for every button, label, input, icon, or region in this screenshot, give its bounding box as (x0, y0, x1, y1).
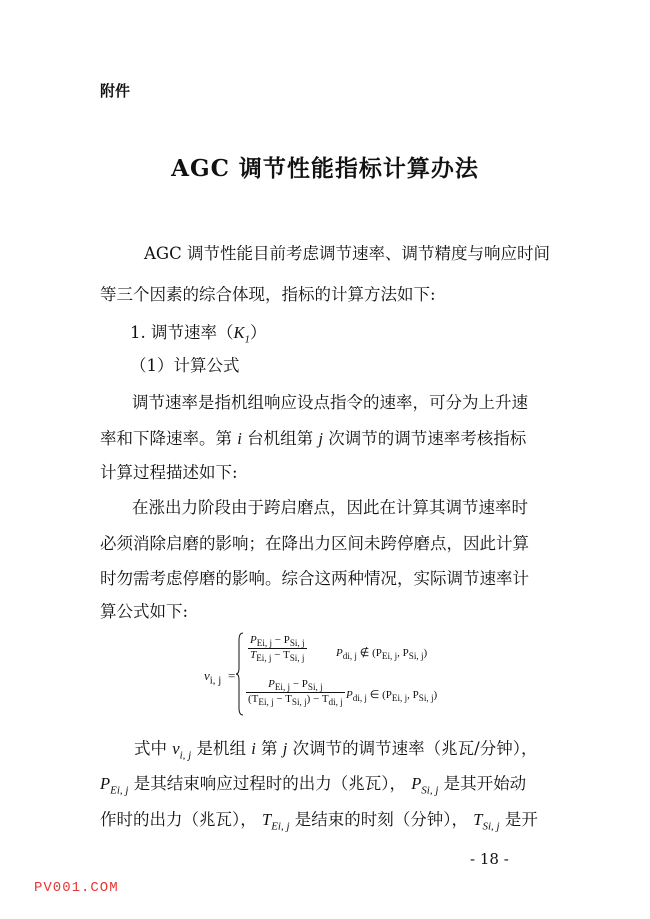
k-symbol: K (233, 323, 245, 342)
rate-formula (200, 630, 460, 722)
subsection-heading: （1）计算公式 (130, 356, 240, 375)
formula-equals: = (228, 668, 236, 683)
case1-numerator: $P_{Ei, j} - P_{Si, j}$ (250, 634, 305, 649)
paragraph-line: 式中 $v_{i, j}$ 是机组 i 第 j 次调节的调节速率（兆瓦/分钟）， (134, 739, 538, 762)
section-heading-suffix: ） (250, 323, 267, 342)
case2-denominator: $(T_{Ei, j} - T_{Si, j}) - T_{di, j}$ (248, 693, 343, 708)
formula-v: v (204, 668, 210, 683)
paragraph-line: $P_{Ei, j}$ 是其结束响应过程时的出力（兆瓦）， $P_{Si, j}$ 是其开始动 (100, 774, 527, 797)
paragraph-line: 计算过程描述如下: (100, 463, 238, 482)
left-brace (236, 632, 244, 716)
paragraph-line: 调节速率是指机组响应设点指令的速率，可分为上升速 (132, 393, 528, 412)
case1-denominator: $T_{Ei, j} - T_{Si, j}$ (250, 649, 305, 664)
text-run: 次调节的调节速率考核指标 (328, 429, 527, 448)
case1-fraction (248, 634, 307, 663)
paragraph-line: 必须消除启磨的影响；在降出力区间未跨停磨点，因此计算 (100, 534, 529, 553)
text-run: 台机组第 (247, 429, 314, 448)
paragraph-line: 在涨出力阶段由于跨启磨点，因此在计算其调节速率时 (132, 498, 528, 517)
watermark: PV001.COM (34, 880, 119, 896)
case2-fraction (246, 678, 345, 707)
paragraph-line: 作时的出力（兆瓦）， $T_{Ei, j}$ 是结束的时刻（分钟）， $T_{Si, j}$ 是开 (100, 810, 538, 833)
page-number: - 18 - (470, 850, 509, 868)
text-run: 率和下降速率。第 (100, 429, 232, 448)
paragraph-line (100, 425, 526, 449)
section-heading-prefix: 1. 调节速率（ (130, 323, 234, 342)
paragraph-line: 算公式如下: (100, 602, 189, 621)
formula-lhs (204, 668, 221, 687)
paragraph-line: 时勿需考虑停磨的影响。综合这两种情况，实际调节速率计 (100, 569, 529, 588)
paragraph-line: AGC 调节性能目前考虑调节速率、调节精度与响应时间 (144, 244, 550, 263)
case2-numerator: $P_{Ei, j} - P_{Si, j}$ (246, 678, 345, 693)
var-j: j (318, 429, 323, 448)
section-heading (130, 319, 267, 345)
k-subscript: 1 (244, 333, 251, 346)
attachment-label: 附件 (100, 82, 131, 100)
var-i: i (237, 429, 242, 448)
document-title: AGC 调节性能指标计算办法 (171, 155, 479, 182)
formula-v-sub: i, j (209, 674, 222, 687)
case1-condition: $P_{di, j}$ ∉ ($P_{Ei, j}$, $P_{Si, j}$) (336, 647, 428, 662)
case2-condition: $P_{di, j}$ ∈ ($P_{Ei, j}$, $P_{Si, j}$) (346, 689, 438, 704)
paragraph-line: 等三个因素的综合体现，指标的计算方法如下: (100, 285, 436, 304)
